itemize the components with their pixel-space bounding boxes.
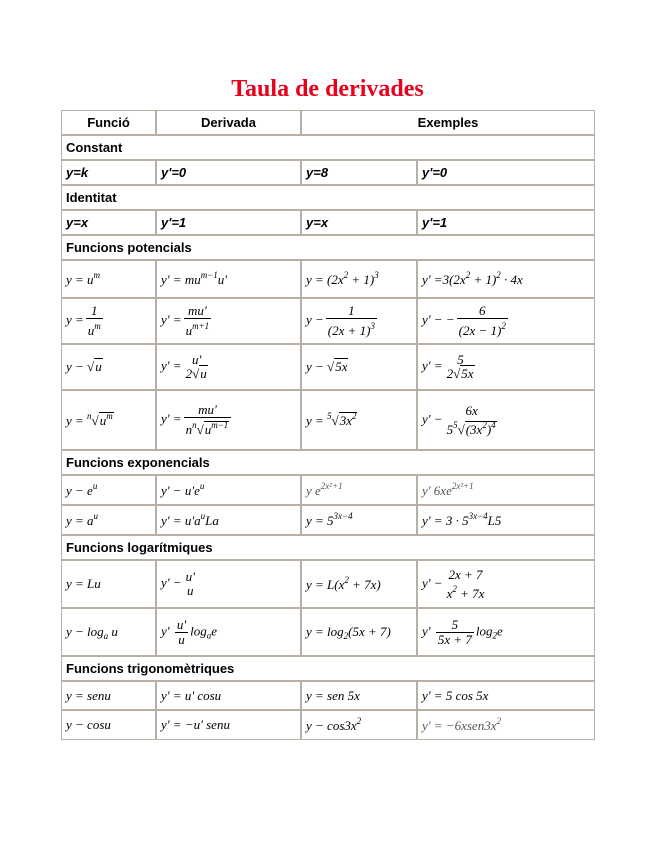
- section-row: [61, 235, 595, 260]
- cell-example: y=x: [301, 210, 417, 235]
- formula-nroot-deriv: y' = $\frac{mu'}{n^n√u^{m-1}}$: [156, 390, 301, 450]
- page-title: Taula de derivades: [231, 76, 424, 102]
- formula-cos-deriv: y' = −u' senu: [156, 710, 301, 740]
- example-sqrt-deriv: y' = 5 2√5x: [417, 344, 595, 390]
- formula-cos-func: y − cosu: [61, 710, 156, 740]
- formula-exp-a-deriv: $y' = u'a^uLa$: [156, 505, 301, 535]
- section-exponencials: Funcions exponencials: [61, 450, 595, 475]
- table-header-row: [61, 110, 595, 135]
- example-exp-a-deriv: $y' = 3 \cdot 5^{3x-4}L5$: [417, 505, 595, 535]
- section-constant: Constant: [61, 135, 595, 160]
- section-trigonometriques: Funcions trigonomètriques: [61, 656, 595, 681]
- table-row: [61, 210, 595, 235]
- section-logaritmiques: Funcions logarítmiques: [61, 535, 595, 560]
- formula-power-deriv: $y' = mu^{m-1}u'$: [156, 260, 301, 298]
- formula-sqrt-func: y − √u: [61, 344, 156, 390]
- formula-nroot-func: $y = ^n√u^m$: [61, 390, 156, 450]
- table-row: [61, 681, 595, 710]
- formula-power-func: $y = u^m$: [61, 260, 156, 298]
- formula-sqrt-deriv: y' = u' 2√u: [156, 344, 301, 390]
- example-cos-func: $y - \cos 3x^2$: [301, 710, 417, 740]
- cell-func: y=k: [61, 160, 156, 185]
- example-reciprocal-deriv: y' − − $\frac{6}{(2x - 1)^2}$: [417, 298, 595, 344]
- cell-example: y=8: [301, 160, 417, 185]
- formula-log-func: $y - \log_a u$: [61, 608, 156, 656]
- section-row: [61, 450, 595, 475]
- formula-reciprocal-deriv: y' = $\frac{mu'}{u^{m+1}}$: [156, 298, 301, 344]
- formula-exp-a-func: $y = a^u$: [61, 505, 156, 535]
- formula-sin-deriv: y' = u' cosu: [156, 681, 301, 710]
- formula-log-deriv: y' $\frac{u'}{u}$ $\log_ae$: [156, 608, 301, 656]
- formula-exp-e-deriv: $y' - u'e^u$: [156, 475, 301, 505]
- table-row: [61, 560, 595, 608]
- example-reciprocal-func: y − $\frac{1}{(2x + 1)^3}$: [301, 298, 417, 344]
- example-cos-deriv: $y' = -6xsen3x^2$: [417, 710, 595, 740]
- section-row: [61, 656, 595, 681]
- section-row: [61, 185, 595, 210]
- table-row: [61, 505, 595, 535]
- example-nroot-func: $y = ^5√3x^2$: [301, 390, 417, 450]
- example-sin-func: y = sen 5x: [301, 681, 417, 710]
- cell-example-deriv: y'=0: [417, 160, 595, 185]
- example-power-func: $y = (2x^2 + 1)^3$: [301, 260, 417, 298]
- example-exp-e-func: y $e^{2x^2+1}$: [301, 475, 417, 505]
- formula-exp-e-func: $y - e^u$: [61, 475, 156, 505]
- table-row: [61, 160, 595, 185]
- cell-deriv: y'=1: [156, 210, 301, 235]
- formula-ln-func: y = Lu: [61, 560, 156, 608]
- cell-example-deriv: y'=1: [417, 210, 595, 235]
- example-log-deriv: y' $\frac{5}{5x + 7}$ $\log_2e$: [417, 608, 595, 656]
- example-sin-deriv: y' = 5 cos 5x: [417, 681, 595, 710]
- table-row: [61, 298, 595, 344]
- table-row: [61, 344, 595, 390]
- example-exp-a-func: $y = 5^{3x-4}$: [301, 505, 417, 535]
- table-row: [61, 390, 595, 450]
- example-ln-func: $y = L(x^2 + 7x)$: [301, 560, 417, 608]
- cell-func: y=x: [61, 210, 156, 235]
- header-derivada: Derivada: [156, 110, 301, 135]
- derivatives-table: [61, 110, 595, 740]
- section-row: [61, 535, 595, 560]
- formula-sin-func: y = senu: [61, 681, 156, 710]
- table-row: [61, 710, 595, 740]
- table-row: [61, 608, 595, 656]
- section-identitat: Identitat: [61, 185, 595, 210]
- example-nroot-deriv: y' − 6x $5^5√(3x^2)^4$: [417, 390, 595, 450]
- formula-reciprocal-func: y = $\frac{1}{u^m}$: [61, 298, 156, 344]
- header-funcio: Funció: [61, 110, 156, 135]
- example-power-deriv: $y' =3(2x^2 + 1)^2 \cdot 4x$: [417, 260, 595, 298]
- example-log-func: $y = \log_2(5x + 7)$: [301, 608, 417, 656]
- cell-deriv: y'=0: [156, 160, 301, 185]
- formula-ln-deriv: y' − u' u: [156, 560, 301, 608]
- header-exemples: Exemples: [301, 110, 595, 135]
- example-sqrt-func: y − √5x: [301, 344, 417, 390]
- section-potencials: Funcions potencials: [61, 235, 595, 260]
- table-row: [61, 260, 595, 298]
- section-row: [61, 135, 595, 160]
- table-row: [61, 475, 595, 505]
- example-exp-e-deriv: y' $6xe^{2x^2+1}$: [417, 475, 595, 505]
- example-ln-deriv: y' − 2x + 7 $x^2 + 7x$: [417, 560, 595, 608]
